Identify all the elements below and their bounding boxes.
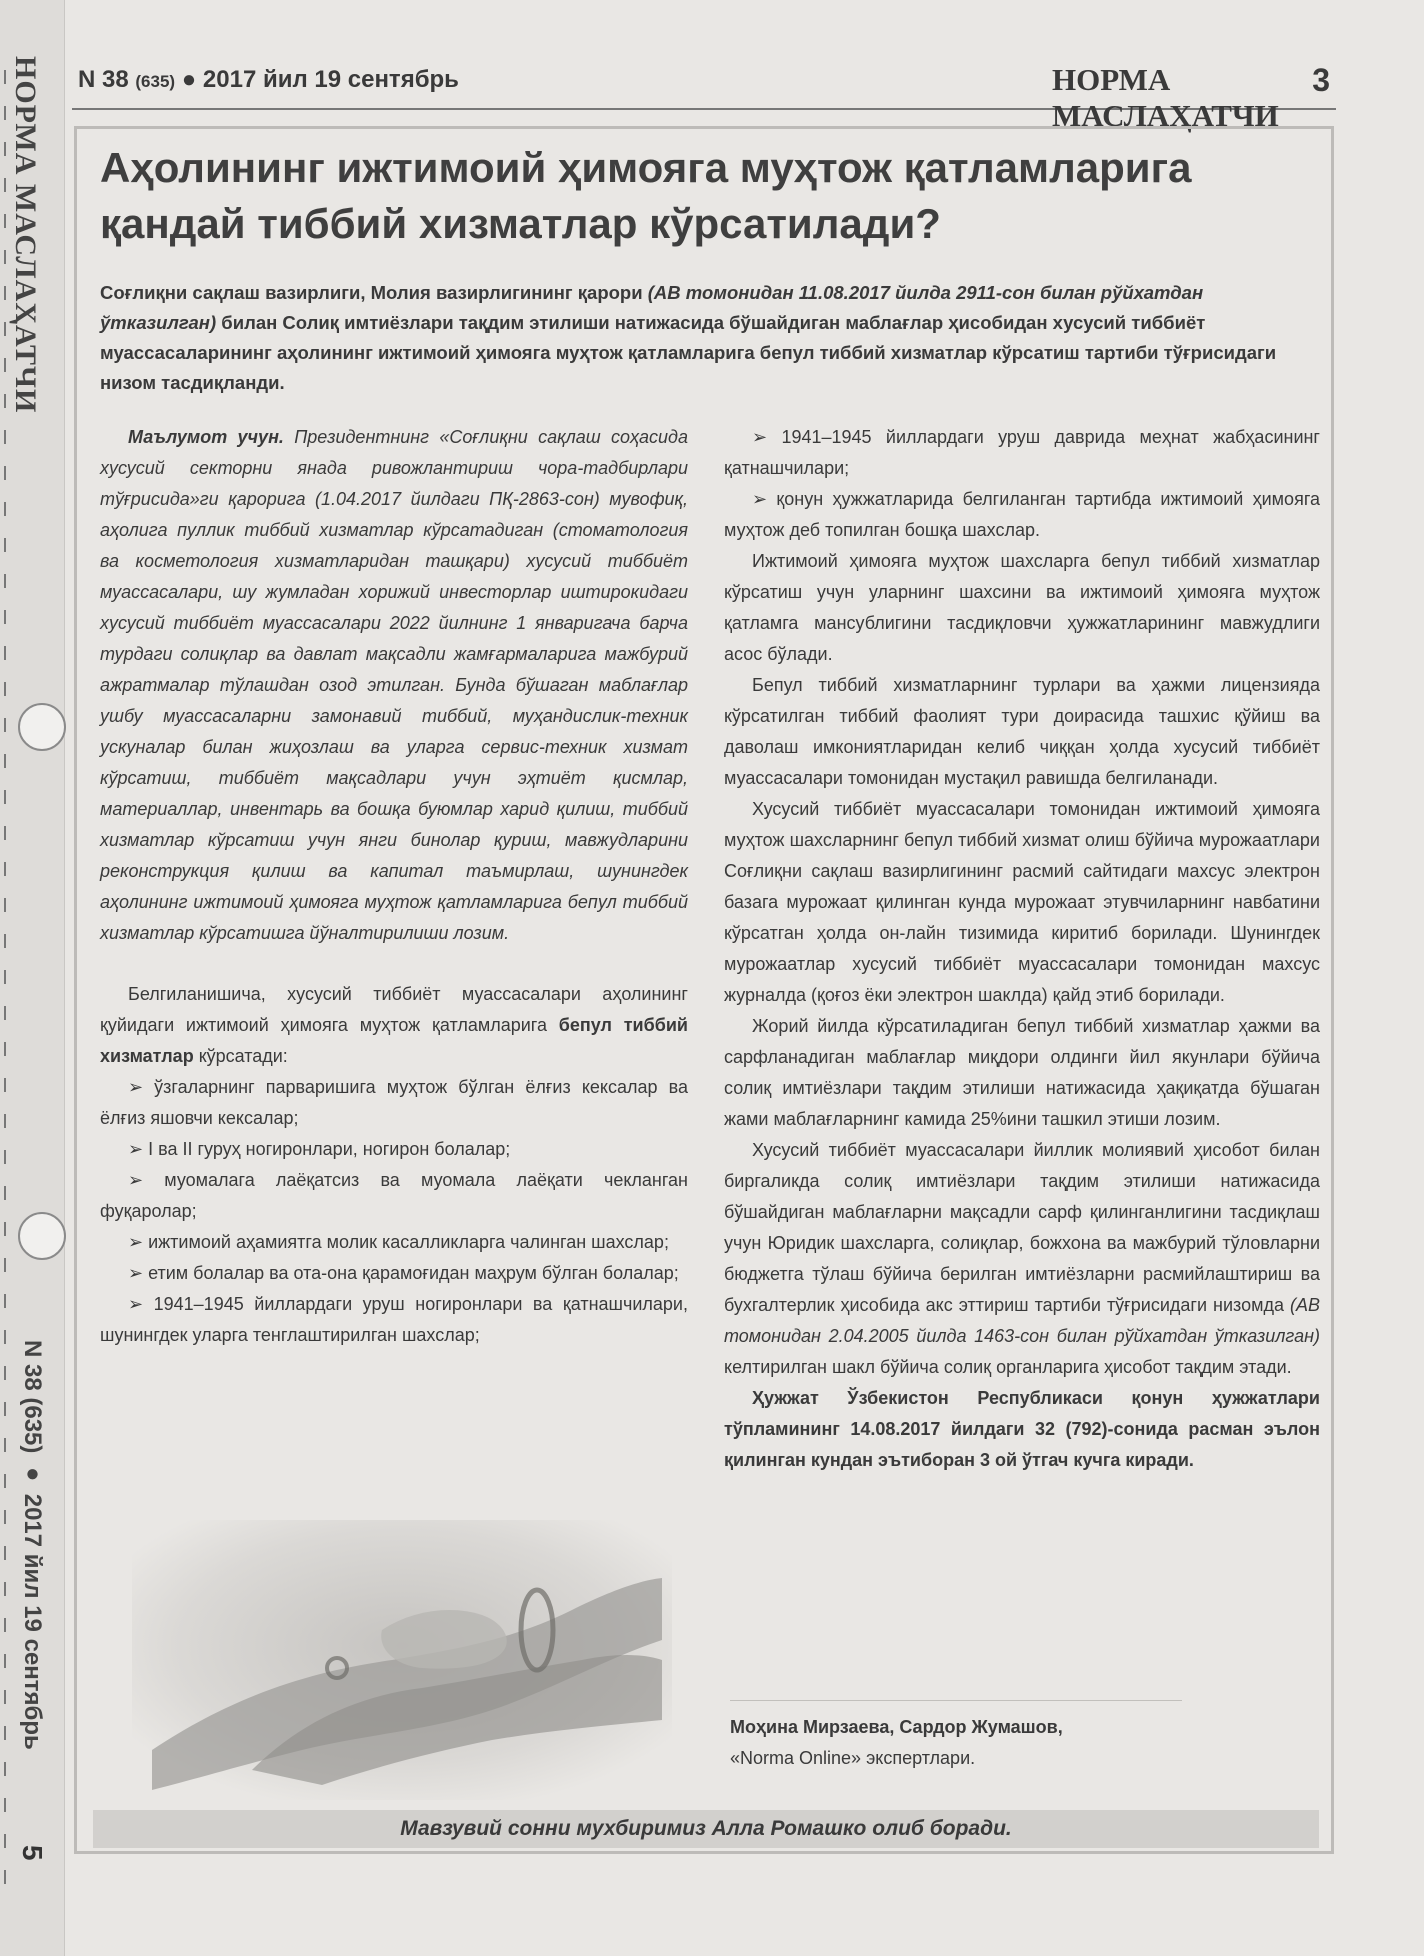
author-names: Моҳина Мирзаева, Сардор Жумашов, xyxy=(730,1717,1063,1737)
punch-hole-upper xyxy=(18,703,66,751)
intro-paragraph xyxy=(100,979,688,1072)
header-issue xyxy=(78,66,459,94)
intro-text-2: кўрсатади: xyxy=(193,1046,288,1066)
bullet-item: ➢ 1941–1945 йиллардаги уруш даврида меҳнат жабҳасининг қатнашчилари; xyxy=(724,427,1320,478)
binding-spine xyxy=(0,0,65,1956)
punch-hole-lower xyxy=(18,1212,66,1260)
report-italic: (АВ томонидан 2.04.2005 йилда 1463-сон билан рўйхатдан ўтказилган) xyxy=(724,1295,1320,1346)
page-header xyxy=(72,58,1336,133)
holding-hands-image xyxy=(132,1520,672,1800)
bullet-item: ➢ ижтимоий аҳамиятга молик касалликларга чалинган шахслар; xyxy=(128,1232,669,1252)
author-divider xyxy=(730,1700,1182,1701)
header-issue-number: N 38 xyxy=(78,66,129,93)
body-paragraph: Хусусий тиббиёт муассасалари томонидан ижтимоий ҳимояга муҳтож шахсларнинг бепул тиббий хизмат олиш бўйича мурожаатлари Соғлиқни сақлаш вазирлигининг расмий сайтидаги махсус электрон базага мурожаат қилинган кунда мурожаат этувчиларнинг навбатини кўрсатган ҳолда он-лайн тизимида киритиб борилади. Шунингдек мурожаатлар хусусий тиббиёт муассасалари томонидан махсус журналда (қоғоз ёки электрон шаклда) қайд этиб борилади. xyxy=(724,799,1320,1005)
article-title: Аҳолининг ижтимоий ҳимояга муҳтож қатламларига қандай тиббий хизматлар кўрсатилади? xyxy=(100,144,1192,247)
lead-italic: (АВ томонидан 11.08.2017 йилда 2911-сон билан рўйхатдан ўтказилган) xyxy=(100,282,1204,333)
final-paragraph: Ҳужжат Ўзбекистон Республикаси қонун ҳужжатлари тўпламининг 14.08.2017 йилдаги 32 (792)-сонида расман эълон қилинган кундан эътиборан 3 ой ўтгач кучга киради. xyxy=(724,1388,1320,1470)
body-paragraph: Жорий йилда кўрсатиладиган бепул тиббий хизматлар ҳажми ва сарфланадиган маблағлар миқдори олдинги йил якунлари бўйича солиқ имтиёзлари тақдим этилиши натижасида ҳақиқатда бўшаган жами маблағларнинг камида 25%ини ташкил этиши лозим. xyxy=(724,1016,1320,1129)
lead-text-1: Соғлиқни сақлаш вазирлиги, Молия вазирлигининг қарори xyxy=(100,282,648,303)
authors-block xyxy=(730,1712,1290,1774)
info-note xyxy=(100,422,688,949)
header-issue-sub: (635) xyxy=(135,72,176,91)
header-issue-date: ● 2017 йил 19 сентябрь xyxy=(181,66,459,93)
spine-title: НОРМА МАСЛАҲАТЧИ xyxy=(9,56,42,414)
body-paragraph: Бепул тиббий хизматларнинг турлари ва ҳажми лицензияда кўрсатилган тиббий фаолият тури доирасида ташхис қўйиш ва даволаш имкониятларидан келиб чиққан ҳолда хусусий тиббиёт муассасалари томонидан мустақил равишда белгиланади. xyxy=(724,675,1320,788)
bullet-item: ➢ қонун ҳужжатларида белгиланган тартибда ижтимоий ҳимояга муҳтож деб топилган бошқа шахслар. xyxy=(724,489,1320,540)
spine-page-number: 5 xyxy=(17,1845,48,1861)
bullet-item: ➢ I ва II гуруҳ ногиронлари, ногирон болалар; xyxy=(128,1139,511,1159)
bullet-item: ➢ ўзгаларнинг парваришига муҳтож бўлган ёлғиз кексалар ва ёлғиз яшовчи кексалар; xyxy=(100,1077,688,1128)
intro-text-1: Белгиланишича, хусусий тиббиёт муассасалари аҳолининг қуйидаги ижтимоий ҳимояга муҳтож қатламларига xyxy=(100,984,688,1035)
column-left xyxy=(100,422,688,1351)
report-paragraph xyxy=(724,1135,1320,1383)
column-right xyxy=(724,422,1320,1476)
spine-dashed-line xyxy=(4,70,6,1896)
lead-text-2: билан Солиқ имтиёзлари тақдим этилиши натижасида бўшайдиган маблағлар ҳисобидан хусусий тиббиёт муассасаларининг аҳолининг ижтимоий ҳимояга муҳтож қатламларига бепул тиббий хизматлар кўрсатиш тартиби тўғрисидаги низом тасдиқланди. xyxy=(100,312,1277,393)
bullet-item: ➢ муомалага лаёқатсиз ва муомала лаёқати чекланган фуқаролар; xyxy=(100,1170,688,1221)
article-lead xyxy=(100,278,1310,398)
intro-bold: бепул тиббий хизматлар xyxy=(100,1015,688,1066)
header-brand: НОРМА МАСЛАҲАТЧИ xyxy=(1052,62,1279,133)
info-note-label: Маълумот учун. xyxy=(128,427,284,447)
body-paragraph: Ижтимоий ҳимояга муҳтож шахсларга бепул тиббий хизматлар кўрсатиш учун уларнинг шахсини ва ижтимоий ҳимояга муҳтож қатламга мансублигини тасдиқловчи ҳужжатларининг мавжудлиги асос бўлади. xyxy=(724,551,1320,664)
footer-band: Мавзувий сонни мухбиримиз Алла Ромашко олиб боради. xyxy=(93,1810,1319,1848)
author-org: «Norma Online» экспертлари. xyxy=(730,1748,976,1768)
bullet-item: ➢ 1941–1945 йиллардаги уруш ногиронлари ва қатнашчилари, шунингдек уларга тенглаштирилган шахслар; xyxy=(100,1294,688,1345)
spine-issue: N 38 (635) ● 2017 йил 19 сентябрь xyxy=(19,1340,46,1750)
report-text-1: Хусусий тиббиёт муассасалари йиллик молиявий ҳисобот билан биргаликда солиқ имтиёзлари тақдим этилиши натижасида бўшайдиган маблағларни мақсадли сарф қилинганлигини тасдиқлаш учун Юридик шахсларга, солиқлар, божхона ва мажбурий тўловларни бюджетга тўлаш бўйича берилган имтиёзларни расмийлаштириш ва бухгалтерлик ҳисобида акс эттириш тартиби тўғрисидаги низомда xyxy=(724,1140,1320,1315)
report-text-2: келтирилган шакл бўйича солиқ органларига ҳисобот тақдим этади. xyxy=(724,1357,1292,1377)
header-page-number: 3 xyxy=(1312,62,1330,98)
info-note-text: Президентнинг «Соғлиқни сақлаш соҳасида хусусий секторни янада ривожлантириш чора-тадбирлари тўғрисида»ги қарорига (1.04.2017 йилдаги ПҚ-2863-сон) мувофиқ, аҳолига пуллик тиббий хизматлар кўрсатадиган (стоматология ва косметология хизматларидан ташқари) хусусий тиббиёт муассасалари, шу жумладан хорижий инвесторлар иштирокидаги хусусий тиббиёт муассасалари 2022 йилнинг 1 январигача барча турдаги солиқлар ва давлат мақсадли жамғармаларига мажбурий ажратмалар тўлашдан озод этилган. Бунда бўшаган маблағлар ушбу муассасаларни замонавий тиббий, муҳандислик-техник ускуналар билан жиҳозлаш ва уларга сервис-техник хизмат кўрсатиш, тиббиёт мақсадлари учун эҳтиёт қисмлар, материаллар, инвентарь ва бошқа буюмлар харид қилиш, тиббий хизматлар кўрсатиш учун янги бинолар қуриш, мавжудларини реконструкция қилиш ва капитал таъмирлаш, шунингдек аҳолининг ижтимоий ҳимояга муҳтож қатламларига бепул тиббий хизматлар кўрсатишга йўналтирилиши лозим. xyxy=(100,427,688,943)
bullet-item: ➢ етим болалар ва ота-она қарамоғидан маҳрум бўлган болалар; xyxy=(128,1263,679,1283)
